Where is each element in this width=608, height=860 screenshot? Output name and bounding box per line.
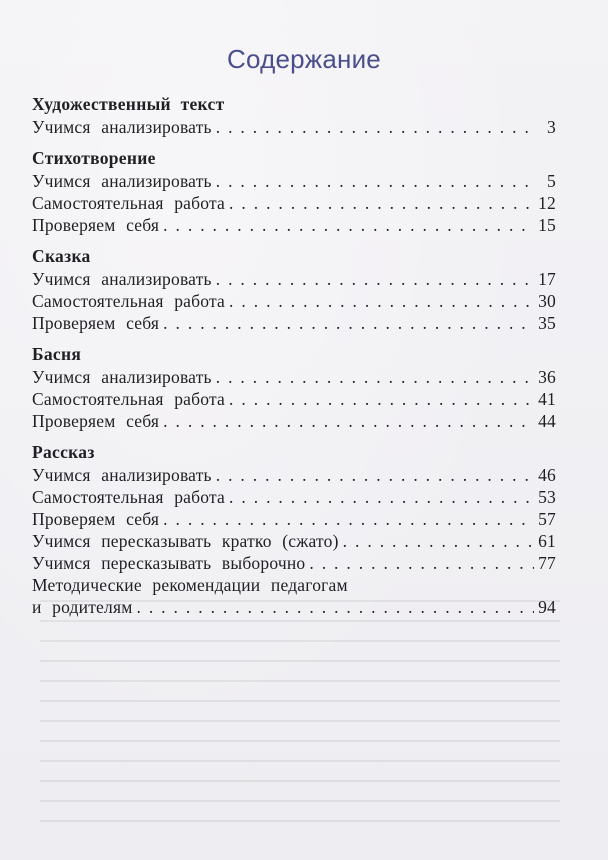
entry-label: Учимся анализировать	[32, 269, 212, 289]
dot-leader	[216, 170, 536, 192]
toc-entry	[32, 464, 556, 486]
dot-leader	[229, 192, 534, 214]
section-heading: Художественный текст	[32, 94, 225, 114]
dot-leader	[229, 388, 534, 410]
toc-entry	[32, 214, 556, 236]
entry-page-number: 77	[538, 553, 556, 573]
page-title: Содержание	[227, 44, 381, 74]
dot-leader	[216, 268, 534, 290]
entry-page-number: 35	[538, 313, 556, 333]
toc-entry	[32, 366, 556, 388]
toc-entry	[32, 410, 556, 432]
entry-label: Проверяем себя	[32, 215, 160, 235]
entry-page-number: 61	[538, 531, 556, 551]
entry-label: Учимся анализировать	[32, 117, 212, 137]
toc-entry	[32, 312, 556, 334]
entry-label: Самостоятельная работа	[32, 193, 226, 213]
toc-section-fiction-text	[32, 92, 556, 138]
entry-label: Учимся пересказывать выборочно	[32, 553, 306, 573]
entry-label: Проверяем себя	[32, 411, 160, 431]
dot-leader	[216, 366, 534, 388]
entry-page-number: 3	[547, 117, 556, 137]
entry-label-first-line: Методические рекомендации педагогам	[32, 575, 348, 595]
entry-page-number: 5	[547, 171, 556, 191]
toc-entry	[32, 388, 556, 410]
entry-page-number: 57	[538, 509, 556, 529]
toc-section-fairy-tale	[32, 244, 556, 334]
dot-leader	[343, 530, 534, 552]
section-heading: Стихотворение	[32, 148, 156, 168]
entry-label: Самостоятельная работа	[32, 389, 226, 409]
toc-entry	[32, 290, 556, 312]
toc-section-fable	[32, 342, 556, 432]
toc-entry	[32, 552, 556, 574]
entry-label: Учимся пересказывать кратко (сжато)	[32, 531, 339, 551]
entry-page-number: 30	[538, 291, 556, 311]
dot-leader	[136, 596, 534, 618]
entry-page-number: 41	[538, 389, 556, 409]
entry-page-number: 46	[538, 465, 556, 485]
entry-page-number: 44	[538, 411, 556, 431]
table-of-contents	[32, 92, 556, 618]
entry-label: Учимся анализировать	[32, 465, 212, 485]
toc-entry	[32, 116, 556, 138]
show-through-texture	[40, 600, 560, 830]
dot-leader	[163, 508, 534, 530]
entry-page-number: 36	[538, 367, 556, 387]
entry-page-number: 17	[538, 269, 556, 289]
dot-leader	[216, 116, 536, 138]
section-heading: Сказка	[32, 246, 91, 266]
dot-leader	[163, 312, 534, 334]
dot-leader	[163, 214, 534, 236]
dot-leader	[229, 290, 534, 312]
entry-page-number: 15	[538, 215, 556, 235]
entry-label: Учимся анализировать	[32, 367, 212, 387]
entry-label: Самостоятельная работа	[32, 291, 226, 311]
entry-page-number: 12	[538, 193, 556, 213]
entry-label: и родителям	[32, 597, 133, 617]
toc-entry	[32, 486, 556, 508]
toc-section-story	[32, 440, 556, 618]
section-heading: Рассказ	[32, 442, 95, 462]
toc-entry	[32, 508, 556, 530]
dot-leader	[163, 410, 534, 432]
dot-leader	[216, 464, 534, 486]
toc-entry	[32, 596, 556, 618]
toc-entry	[32, 268, 556, 290]
dot-leader	[309, 552, 534, 574]
entry-label: Проверяем себя	[32, 313, 160, 333]
entry-label: Проверяем себя	[32, 509, 160, 529]
toc-section-poem	[32, 146, 556, 236]
section-heading: Басня	[32, 344, 82, 364]
entry-page-number: 94	[538, 597, 556, 617]
toc-entry	[32, 170, 556, 192]
entry-page-number: 53	[538, 487, 556, 507]
dot-leader	[229, 486, 534, 508]
toc-entry	[32, 530, 556, 552]
entry-label: Самостоятельная работа	[32, 487, 226, 507]
toc-entry	[32, 192, 556, 214]
entry-label: Учимся анализировать	[32, 171, 212, 191]
